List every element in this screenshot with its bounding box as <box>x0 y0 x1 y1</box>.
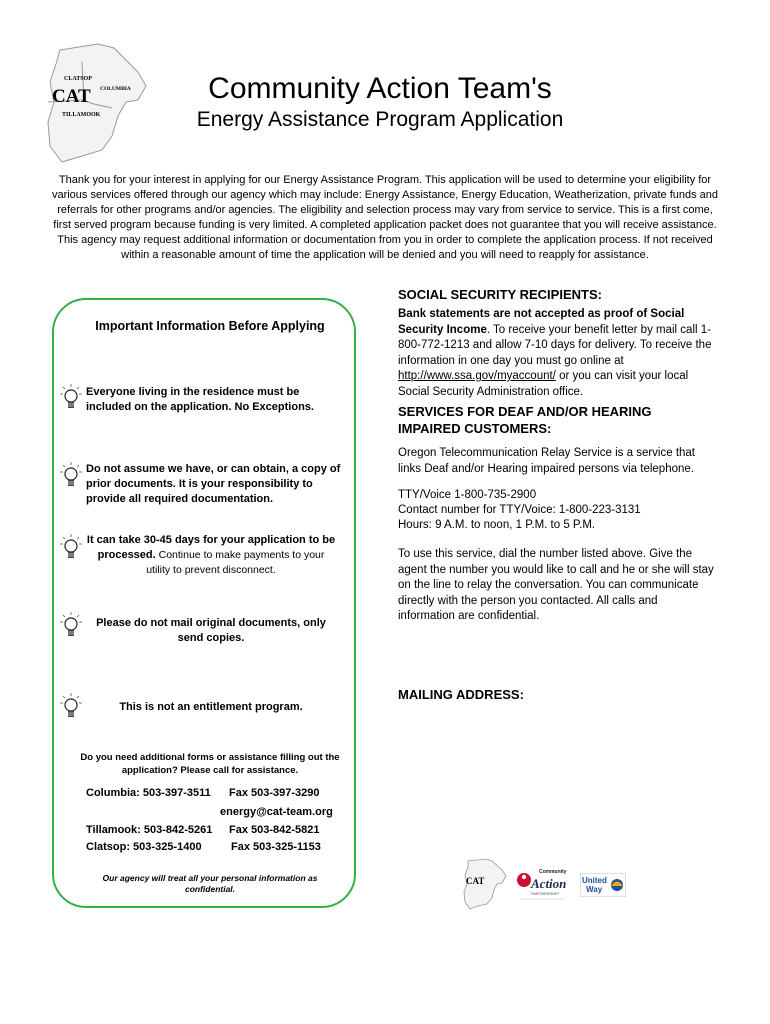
info-item-processing <box>86 533 336 578</box>
processing-normal: Continue to make payments to your utility to prevent disconnect. <box>146 549 325 576</box>
fax-clatsop: Fax 503-325-1153 <box>231 841 321 853</box>
tty-line-1: TTY/Voice 1-800-735-2900 <box>398 489 537 501</box>
fax-columbia: Fax 503-397-3290 <box>229 787 320 799</box>
contact-clatsop: Clatsop: 503-325-1400 <box>86 841 202 853</box>
lightbulb-icon <box>60 534 82 562</box>
cat-map-logo <box>42 42 152 164</box>
ss-header: SOCIAL SECURITY RECIPIENTS: <box>398 287 602 302</box>
relay-instructions: To use this service, dial the number listed above. Give the agent the number you would like to call and he or she will stay on the line to relay the conversation. You can communicate directly with the person you contacted. All calls and information are confidential. <box>398 548 714 622</box>
cap-top-text: Community <box>539 869 567 875</box>
ss-text-2: or you can visit your local Social Security Administration office. <box>398 370 689 398</box>
uw-line2: Way <box>586 885 603 894</box>
logo-clatsop: CLATSOP <box>64 76 92 82</box>
help-question: Do you need additional forms or assistance filling out the application? Please call for assistance. <box>80 752 340 776</box>
info-item-copies: Please do not mail original documents, only send copies. <box>96 617 326 644</box>
tty-line-2: Contact number for TTY/Voice: 1-800-223-3131 <box>398 504 641 516</box>
lightbulb-icon <box>60 462 82 490</box>
deaf-text: Oregon Telecommunication Relay Service is a service that links Deaf and/or Hearing impaired persons via telephone. <box>398 447 696 475</box>
info-item-entitlement: This is not an entitlement program. <box>119 701 303 713</box>
processing-bold: It can take 30-45 days for your application to be processed. <box>86 534 336 561</box>
tty-line-3: Hours: 9 A.M. to noon, 1 P.M. to 5 P.M. <box>398 519 596 531</box>
intro-paragraph: Thank you for your interest in applying for our Energy Assistance Program. This application will be used to determine your eligibility for various services offered through our agency which may include: Energy Assistance, Energy Education, Weatherization, private funds and referrals for other programs and/or agencies. The eligibility and selection process may vary from service to service. This is a first come, first served program because funding is very limited. A completed application packet does not guarantee that you will receive assistance. This agency may request additional information or documentation from you in order to complete the application process. If not received within a reasonable amount of time the application will be denied and you will need to reapply for assistance. <box>51 174 719 261</box>
cat-small-logo <box>462 858 508 910</box>
cap-main-text: Action <box>531 876 567 891</box>
info-item-residence: Everyone living in the residence must be included on the application. No Exceptions. <box>86 386 314 413</box>
lightbulb-icon <box>60 612 82 640</box>
ss-text-1: . To receive your benefit letter by mail call 1-800-772-1213 and allow 7-10 days for delivery. To receive the information in one day you must go online at <box>398 323 712 367</box>
lightbulb-icon <box>60 384 82 412</box>
united-way-logo <box>580 873 626 897</box>
small-logo-cat: CAT <box>466 876 485 886</box>
info-item-documents: Do not assume we have, or can obtain, a copy of prior documents. It is your responsibility to provide all required documentation. <box>86 463 341 505</box>
logo-columbia: COLUMBIA <box>100 86 131 92</box>
fax-tillamook: Fax 503-842-5821 <box>229 824 320 836</box>
cap-bottom-text: PARTNERSHIP <box>531 891 560 896</box>
panel-title: Important Information Before Applying <box>95 319 325 333</box>
community-action-logo <box>515 866 573 906</box>
contact-email[interactable]: energy@cat-team.org <box>220 806 333 818</box>
uw-line1: United <box>582 876 607 885</box>
page-subtitle: Energy Assistance Program Application <box>196 108 564 131</box>
logo-tillamook: TILLAMOOK <box>62 112 101 118</box>
mailing-header: MAILING ADDRESS: <box>398 687 524 702</box>
deaf-header: SERVICES FOR DEAF AND/OR HEARING IMPAIRED CUSTOMERS: <box>398 404 652 436</box>
contact-tillamook: Tillamook: 503-842-5261 <box>86 824 213 836</box>
page-title: Community Action Team's <box>208 72 552 105</box>
lightbulb-icon <box>60 693 82 721</box>
ss-bold: Bank statements are not accepted as proof of Social Security Income <box>398 308 685 336</box>
confidential-note: Our agency will treat all your personal information as confidential. <box>102 873 318 894</box>
ssa-link[interactable]: http://www.ssa.gov/myaccount/ <box>398 370 556 382</box>
contact-columbia: Columbia: 503-397-3511 <box>86 787 211 799</box>
logo-cat: CAT <box>52 86 91 107</box>
ss-paragraph <box>398 307 716 400</box>
